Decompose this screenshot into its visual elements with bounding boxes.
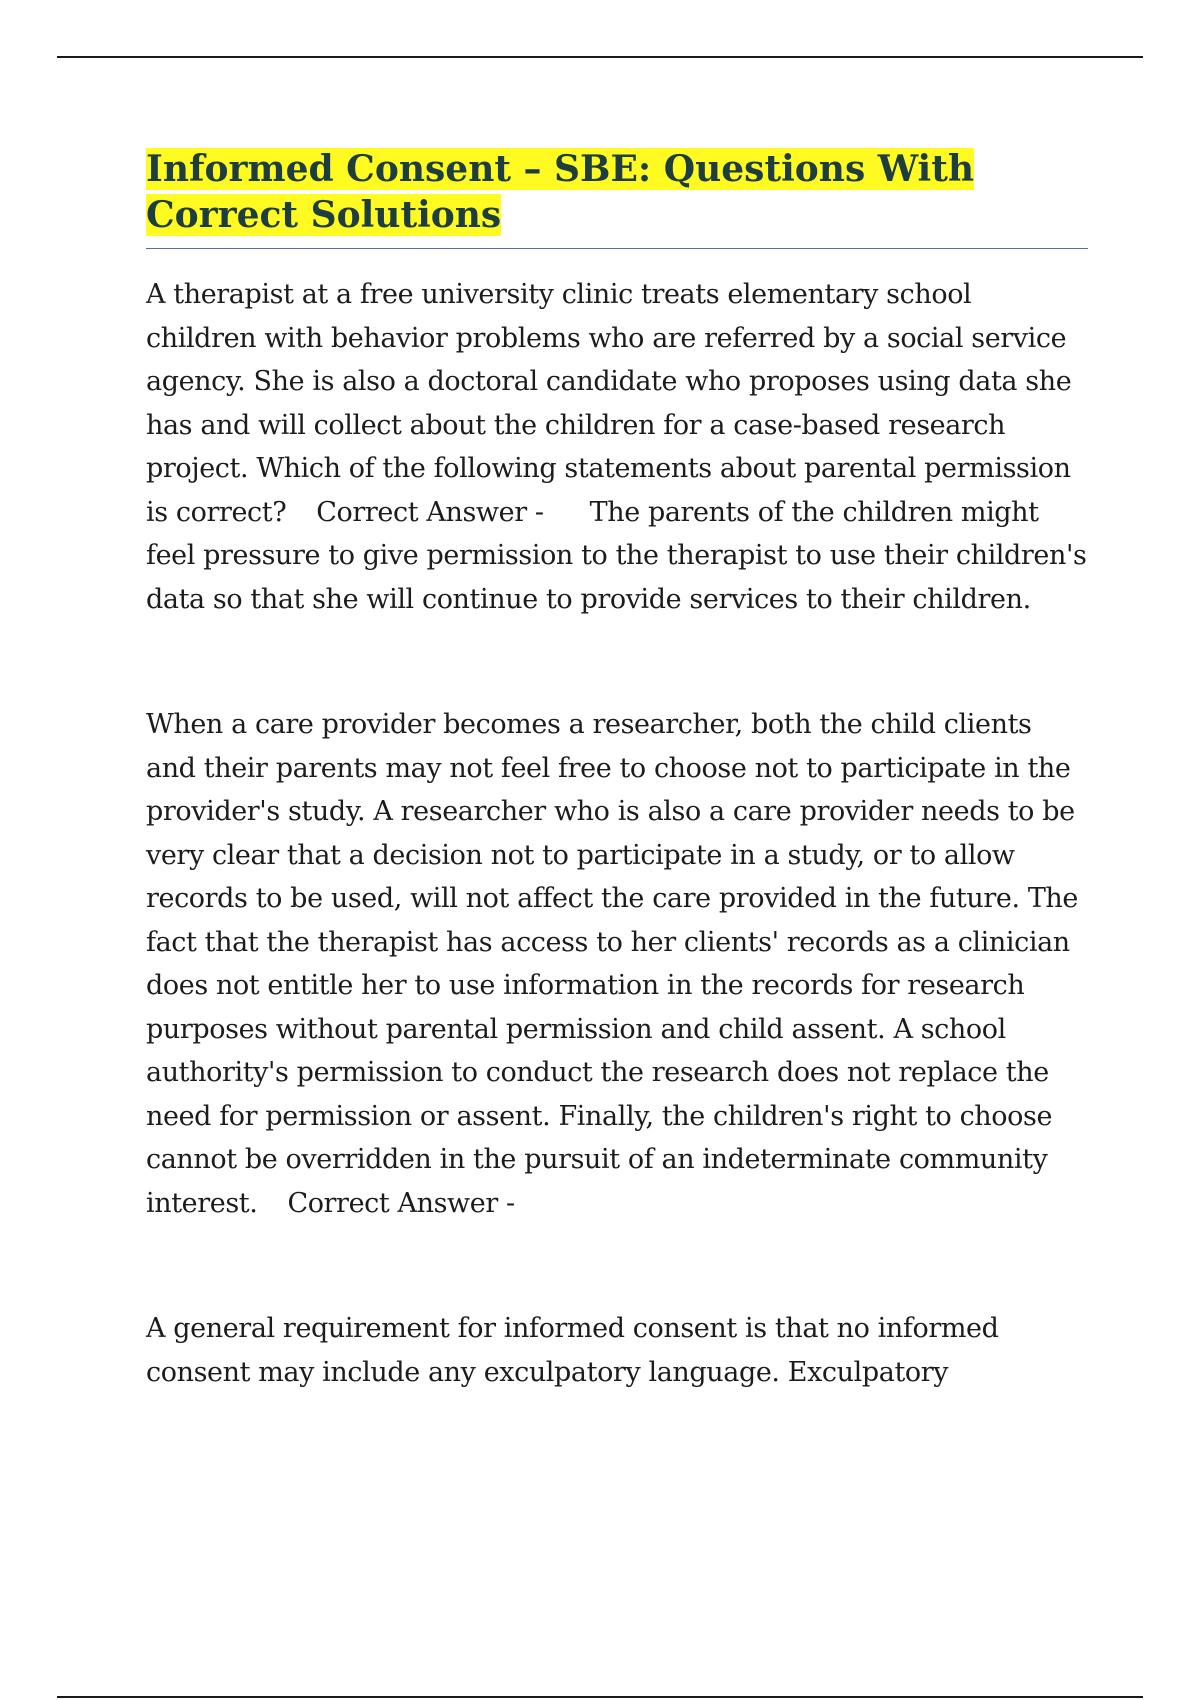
page-footer-rule <box>57 1696 1143 1698</box>
document-body <box>146 146 1088 1394</box>
question-text: When a care provider becomes a researcher, both the child clients and their parents may not feel free to choose not to participate in the provider's study. A researcher who is also a care provider needs to be very clear that a decision not to participate in a study, or to allow records to be used, will not affect the care provided in the future. The fact that the therapist has access to her clients' records as a clinician does not entitle her to use information in the records for research purposes without parental permission and child assent. A school authority's permission to conduct the research does not replace the need for permission or assent. Finally, the children's right to choose cannot be overridden in the pursuit of an indeterminate community interest. <box>146 709 1078 1219</box>
correct-answer-label: Correct Answer - <box>287 1187 515 1219</box>
qa-paragraph-3 <box>146 1307 1088 1394</box>
answer-text: The parents of the children might feel pressure to give permission to the therapist to use their children's data so that she will continue to provide services to their children. <box>146 496 1087 615</box>
document-title <box>146 146 1088 238</box>
title-block <box>146 146 1088 249</box>
correct-answer-label: Correct Answer - <box>316 496 544 528</box>
title-highlight: Informed Consent – SBE: Questions With Correct Solutions <box>146 148 975 236</box>
question-text: A therapist at a free university clinic treats elementary school children with behavior problems who are referred by a social service agency. She is also a doctoral candidate who proposes using data she has and will collect about the children for a case-based research project. Which of the following statements about parental permission is correct? <box>146 279 1072 528</box>
question-text: A general requirement for informed consent is that no informed consent may include any exculpatory language. Exculpatory <box>146 1313 999 1388</box>
qa-paragraph-1 <box>146 273 1088 621</box>
qa-paragraph-2 <box>146 703 1088 1225</box>
page-header-rule <box>57 56 1143 58</box>
